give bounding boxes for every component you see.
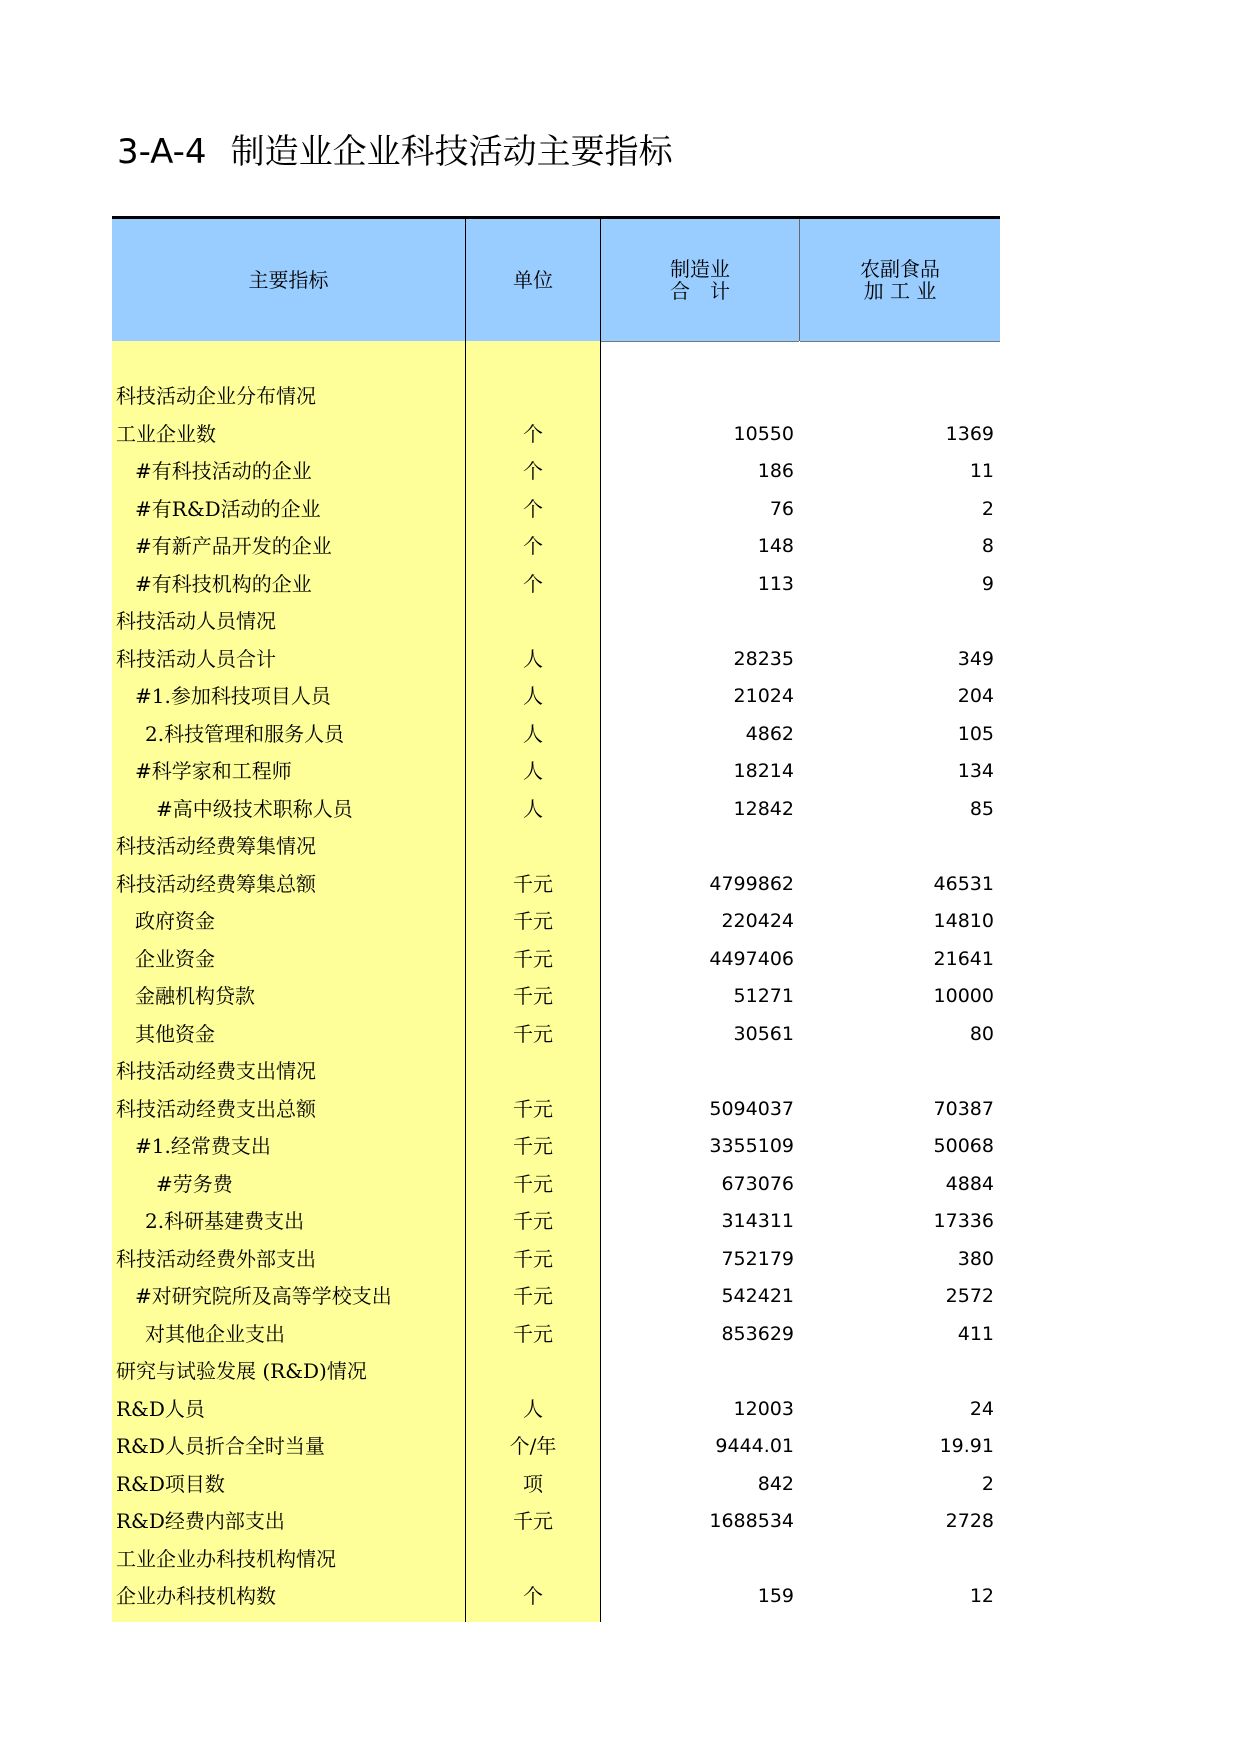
- row-value-agri-food: [800, 1541, 994, 1579]
- row-value-manufacturing: 76: [769, 497, 794, 520]
- table-row: [112, 941, 1000, 979]
- header-agri-food-processing: 农副食品 加 工 业: [800, 219, 1000, 342]
- row-value-manufacturing: 159: [757, 1585, 794, 1607]
- table-row: [112, 378, 1000, 416]
- row-value-manufacturing: [601, 378, 794, 416]
- row-unit: 个/年: [509, 1434, 557, 1458]
- header-unit: 单位: [466, 219, 600, 342]
- page-title: [117, 128, 673, 176]
- row-unit: 人: [523, 721, 543, 746]
- row-value-agri-food: 2: [981, 497, 994, 520]
- row-value-agri-food: 24: [969, 1397, 994, 1420]
- row-value-manufacturing: 12003: [733, 1397, 794, 1420]
- table-row: [112, 866, 1000, 904]
- row-unit: [466, 828, 600, 866]
- table-row: [112, 903, 1000, 941]
- row-value-agri-food: 80: [969, 1022, 994, 1045]
- row-label: 科技活动经费支出情况: [116, 1059, 316, 1083]
- row-unit: 人: [523, 1396, 543, 1421]
- row-value-manufacturing: 4497406: [709, 947, 794, 970]
- data-table: [112, 216, 1000, 1622]
- row-unit: 千元: [513, 946, 553, 971]
- row-value-agri-food: 204: [957, 685, 994, 707]
- table-row: [112, 1278, 1000, 1316]
- row-label: #有科技活动的企业: [135, 459, 312, 483]
- row-value-manufacturing: 1688534: [709, 1510, 794, 1532]
- row-unit: [466, 1353, 600, 1391]
- table-row: [112, 603, 1000, 641]
- table-row: [112, 716, 1000, 754]
- row-value-manufacturing: 51271: [733, 985, 794, 1007]
- row-label: 科技活动经费外部支出: [116, 1246, 316, 1271]
- row-value-agri-food: [800, 603, 994, 641]
- row-unit: 千元: [513, 1246, 553, 1271]
- row-value-manufacturing: 5094037: [709, 1097, 794, 1120]
- row-value-agri-food: 19.91: [939, 1435, 994, 1457]
- row-label: #1.经常费支出: [135, 1134, 271, 1158]
- row-label: #科学家和工程师: [135, 759, 292, 783]
- row-value-agri-food: 2728: [945, 1510, 994, 1532]
- row-value-agri-food: 134: [957, 760, 994, 782]
- row-label: R&D经费内部支出: [116, 1509, 285, 1533]
- row-label: R&D人员折合全时当量: [116, 1434, 325, 1458]
- table-row: [112, 791, 1000, 829]
- row-value-manufacturing: 842: [757, 1472, 794, 1495]
- row-unit: 人: [523, 796, 543, 821]
- row-value-manufacturing: 853629: [721, 1322, 794, 1345]
- row-label: 工业企业办科技机构情况: [116, 1546, 336, 1571]
- table-title: 制造业企业科技活动主要指标: [230, 132, 673, 172]
- row-unit: 个: [523, 571, 543, 596]
- row-value-manufacturing: 542421: [721, 1285, 794, 1307]
- row-value-manufacturing: 113: [757, 572, 794, 595]
- row-value-manufacturing: 752179: [721, 1247, 794, 1270]
- row-value-agri-food: 2: [981, 1472, 994, 1495]
- row-label: #有新产品开发的企业: [135, 534, 332, 558]
- row-unit: 千元: [513, 1209, 553, 1233]
- row-unit: 项: [523, 1471, 543, 1496]
- row-label: 企业资金: [135, 946, 215, 971]
- row-label: #高中级技术职称人员: [156, 796, 353, 821]
- row-value-manufacturing: 148: [757, 535, 794, 557]
- row-unit: 人: [523, 684, 543, 708]
- table-row: [112, 1466, 1000, 1504]
- row-unit: [466, 1541, 600, 1579]
- row-unit: 千元: [513, 1171, 553, 1196]
- row-unit: 千元: [513, 1509, 553, 1533]
- row-value-manufacturing: [601, 1053, 794, 1091]
- row-value-agri-food: 2572: [945, 1285, 994, 1307]
- row-value-manufacturing: 30561: [733, 1022, 794, 1045]
- row-label: 研究与试验发展 (R&D)情况: [116, 1359, 367, 1383]
- table-row: [112, 1541, 1000, 1579]
- table-row: [112, 1016, 1000, 1054]
- row-value-agri-food: 12: [969, 1585, 994, 1607]
- row-label: #对研究院所及高等学校支出: [135, 1284, 392, 1308]
- row-value-agri-food: [800, 1053, 994, 1091]
- row-unit: [466, 603, 600, 641]
- table-code: 3-A-4: [117, 132, 207, 172]
- row-value-manufacturing: 18214: [733, 760, 794, 782]
- row-label: 科技活动人员合计: [116, 646, 276, 671]
- row-value-manufacturing: 9444.01: [715, 1435, 794, 1457]
- row-value-agri-food: 50068: [933, 1135, 994, 1157]
- row-value-agri-food: 349: [957, 647, 994, 670]
- row-label: 金融机构贷款: [135, 984, 255, 1008]
- row-value-agri-food: 70387: [933, 1097, 994, 1120]
- table-row: [112, 1391, 1000, 1429]
- row-unit: 千元: [513, 984, 553, 1008]
- row-label: 其他资金: [135, 1021, 215, 1046]
- row-unit: 人: [523, 646, 543, 671]
- row-value-agri-food: 1369: [945, 422, 994, 445]
- column-divider: [799, 219, 800, 341]
- table-row: [112, 1166, 1000, 1204]
- table-row: [112, 828, 1000, 866]
- table-row: [112, 1203, 1000, 1241]
- row-label: 科技活动经费筹集总额: [116, 871, 316, 896]
- row-label: 企业办科技机构数: [116, 1584, 276, 1608]
- row-value-manufacturing: 673076: [721, 1172, 794, 1195]
- row-unit: 千元: [513, 1021, 553, 1046]
- table-row: [112, 1091, 1000, 1129]
- table-row: [112, 1353, 1000, 1391]
- row-unit: 千元: [513, 1321, 553, 1346]
- row-value-agri-food: 14810: [933, 910, 994, 932]
- header-manufacturing-total: 制造业 合 计: [601, 219, 799, 342]
- row-value-manufacturing: 28235: [733, 647, 794, 670]
- row-label: #有科技机构的企业: [135, 571, 312, 596]
- row-value-manufacturing: 12842: [733, 797, 794, 820]
- row-value-manufacturing: [601, 828, 794, 866]
- row-label: 2.科技管理和服务人员: [145, 721, 345, 746]
- row-label: 科技活动经费筹集情况: [116, 834, 316, 858]
- row-unit: [466, 378, 600, 416]
- row-value-agri-food: 9: [981, 572, 994, 595]
- table-row: [112, 1428, 1000, 1466]
- row-unit: 个: [523, 534, 543, 558]
- table-row: [112, 453, 1000, 491]
- row-unit: 千元: [513, 1096, 553, 1121]
- row-value-manufacturing: 220424: [721, 910, 794, 932]
- table-row: [112, 1053, 1000, 1091]
- row-unit: 个: [523, 496, 543, 521]
- header-indicator: 主要指标: [112, 219, 465, 342]
- row-label: #有R&D活动的企业: [135, 496, 321, 521]
- row-value-agri-food: 4884: [945, 1172, 994, 1195]
- row-value-manufacturing: [601, 1353, 794, 1391]
- row-value-agri-food: 8: [981, 535, 994, 557]
- row-label: 科技活动人员情况: [116, 609, 276, 633]
- row-value-agri-food: 411: [957, 1322, 994, 1345]
- row-value-manufacturing: 21024: [733, 685, 794, 707]
- row-value-agri-food: 11: [969, 460, 994, 482]
- row-unit: 千元: [513, 871, 553, 896]
- row-value-agri-food: 105: [957, 722, 994, 745]
- table-row: [112, 1128, 1000, 1166]
- row-label: 2.科研基建费支出: [145, 1209, 305, 1233]
- row-label: 科技活动经费支出总额: [116, 1096, 316, 1121]
- table-row: [112, 1503, 1000, 1541]
- table-row: [112, 978, 1000, 1016]
- table-row: [112, 641, 1000, 679]
- row-unit: 千元: [513, 1284, 553, 1308]
- row-value-manufacturing: 4862: [745, 722, 794, 745]
- table-body: [112, 378, 1000, 1616]
- row-unit: 个: [523, 421, 543, 446]
- row-value-agri-food: [800, 378, 994, 416]
- row-value-agri-food: [800, 828, 994, 866]
- row-value-manufacturing: 10550: [733, 422, 794, 445]
- row-unit: 千元: [513, 909, 553, 933]
- table-row: [112, 566, 1000, 604]
- row-value-manufacturing: 3355109: [709, 1135, 794, 1157]
- table-row: [112, 753, 1000, 791]
- table-row: [112, 416, 1000, 454]
- row-value-manufacturing: 314311: [721, 1210, 794, 1232]
- row-value-agri-food: 21641: [933, 947, 994, 970]
- row-value-manufacturing: [601, 1541, 794, 1579]
- row-label: #劳务费: [156, 1171, 233, 1196]
- row-value-agri-food: 17336: [933, 1210, 994, 1232]
- row-value-agri-food: 10000: [933, 985, 994, 1007]
- row-label: R&D人员: [116, 1396, 205, 1421]
- row-value-manufacturing: 4799862: [709, 872, 794, 895]
- row-value-agri-food: 46531: [933, 872, 994, 895]
- row-value-manufacturing: 186: [757, 460, 794, 482]
- row-value-manufacturing: [601, 603, 794, 641]
- row-unit: 人: [523, 759, 543, 783]
- table-row: [112, 491, 1000, 529]
- table-row: [112, 528, 1000, 566]
- row-label: 科技活动企业分布情况: [116, 384, 316, 408]
- row-label: #1.参加科技项目人员: [135, 684, 331, 708]
- row-unit: 个: [523, 459, 543, 483]
- row-label: 工业企业数: [116, 421, 216, 446]
- row-value-agri-food: 85: [969, 797, 994, 820]
- row-unit: 个: [523, 1584, 543, 1608]
- table-row: [112, 1578, 1000, 1616]
- row-label: R&D项目数: [116, 1471, 225, 1496]
- row-value-agri-food: 380: [957, 1247, 994, 1270]
- row-label: 政府资金: [135, 909, 215, 933]
- row-unit: [466, 1053, 600, 1091]
- row-label: 对其他企业支出: [145, 1321, 285, 1346]
- table-row: [112, 1316, 1000, 1354]
- table-row: [112, 678, 1000, 716]
- row-value-agri-food: [800, 1353, 994, 1391]
- row-unit: 千元: [513, 1134, 553, 1158]
- table-row: [112, 1241, 1000, 1279]
